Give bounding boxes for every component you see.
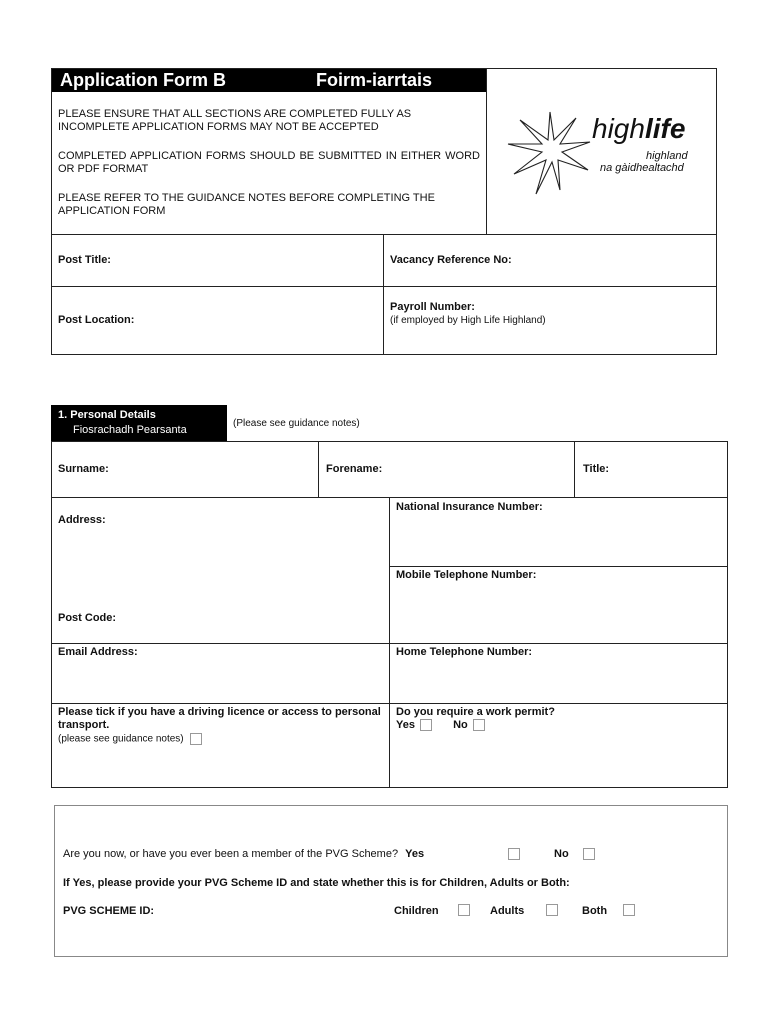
licence-note: (please see guidance notes)	[58, 733, 184, 745]
pvg-no-checkbox[interactable]	[583, 848, 595, 860]
logo-high: high	[592, 113, 645, 144]
highlife-logo	[500, 100, 710, 210]
post-title-field[interactable]: Post Title:	[58, 254, 111, 266]
permit-no-label: No	[453, 719, 468, 731]
pvg-yes-checkbox[interactable]	[508, 848, 520, 860]
post-location-field[interactable]: Post Location:	[58, 314, 135, 326]
licence-checkbox[interactable]	[190, 733, 202, 745]
logo-gaelic: na gàidhealtachd	[600, 162, 684, 174]
email-field[interactable]: Email Address:	[58, 646, 138, 658]
pvg-both-checkbox[interactable]	[623, 904, 635, 916]
pvg-yes-label: Yes	[405, 848, 425, 860]
pvg-id-field[interactable]: PVG SCHEME ID:	[63, 905, 155, 917]
col-divider-title	[574, 441, 575, 497]
col-divider-surname	[318, 441, 319, 497]
form-title-bar	[52, 69, 487, 92]
post-col-divider	[383, 234, 384, 355]
home-phone-field[interactable]: Home Telephone Number:	[396, 646, 533, 658]
post-table	[51, 234, 717, 355]
payroll-note: (if employed by High Life Highland)	[390, 315, 546, 326]
pvg-children-label: Children	[394, 905, 439, 917]
notice-format: COMPLETED APPLICATION FORMS SHOULD BE SUBMITTED IN EITHER WORD OR PDF FORMAT	[58, 150, 480, 175]
pvg-adults-checkbox[interactable]	[546, 904, 558, 916]
section1-title: 1. Personal Details	[58, 409, 156, 421]
pvg-question: Are you now, or have you ever been a member of the PVG Scheme?	[63, 848, 399, 860]
work-permit-options	[396, 719, 485, 731]
section1-note: (Please see guidance notes)	[233, 418, 360, 429]
pvg-no-label: No	[554, 848, 569, 860]
licence-question: Please tick if you have a driving licence or access to personal transport.	[58, 706, 381, 731]
row-divider-2	[389, 566, 728, 567]
notice-complete: PLEASE ENSURE THAT ALL SECTIONS ARE COMPLETED FULLY AS INCOMPLETE APPLICATION FORMS MAY NOT BE ACCEPTED	[58, 108, 412, 133]
permit-yes-label: Yes	[396, 719, 415, 731]
payroll-number-field[interactable]: Payroll Number:	[390, 301, 475, 313]
section1-title-gaelic: Fiosrachadh Pearsanta	[73, 424, 187, 436]
notice-guidance: PLEASE REFER TO THE GUIDANCE NOTES BEFORE COMPLETING THE APPLICATION FORM	[58, 192, 435, 217]
pvg-both-label: Both	[582, 905, 608, 917]
address-field[interactable]: Address:	[58, 514, 106, 526]
col-divider-main	[389, 497, 390, 788]
ni-number-field[interactable]: National Insurance Number:	[396, 501, 543, 513]
mobile-phone-field[interactable]: Mobile Telephone Number:	[396, 569, 537, 581]
pvg-adults-label: Adults	[490, 905, 525, 917]
vacancy-ref-field[interactable]: Vacancy Reference No:	[390, 254, 512, 266]
surname-field[interactable]: Surname:	[58, 463, 109, 475]
form-title: Application Form B	[60, 70, 226, 90]
logo-highland: highland	[646, 150, 688, 162]
work-permit-question: Do you require a work permit?	[396, 706, 555, 718]
permit-yes-checkbox[interactable]	[420, 719, 432, 731]
post-row-divider	[51, 286, 717, 287]
permit-no-checkbox[interactable]	[473, 719, 485, 731]
title-field[interactable]: Title:	[583, 463, 610, 475]
form-title-gaelic: Foirm-iarrtais	[316, 70, 433, 90]
header-divider	[486, 69, 487, 234]
pvg-instruction: If Yes, please provide your PVG Scheme ID and state whether this is for Children, Adults or Both:	[63, 877, 570, 889]
starburst-icon	[504, 104, 594, 204]
section1-heading	[51, 405, 227, 441]
licence-note-row	[58, 733, 202, 745]
logo-life: life	[644, 113, 686, 144]
forename-field[interactable]: Forename:	[326, 463, 383, 475]
pvg-children-checkbox[interactable]	[458, 904, 470, 916]
postcode-field[interactable]: Post Code:	[58, 612, 117, 624]
pvg-question-row	[63, 848, 424, 860]
